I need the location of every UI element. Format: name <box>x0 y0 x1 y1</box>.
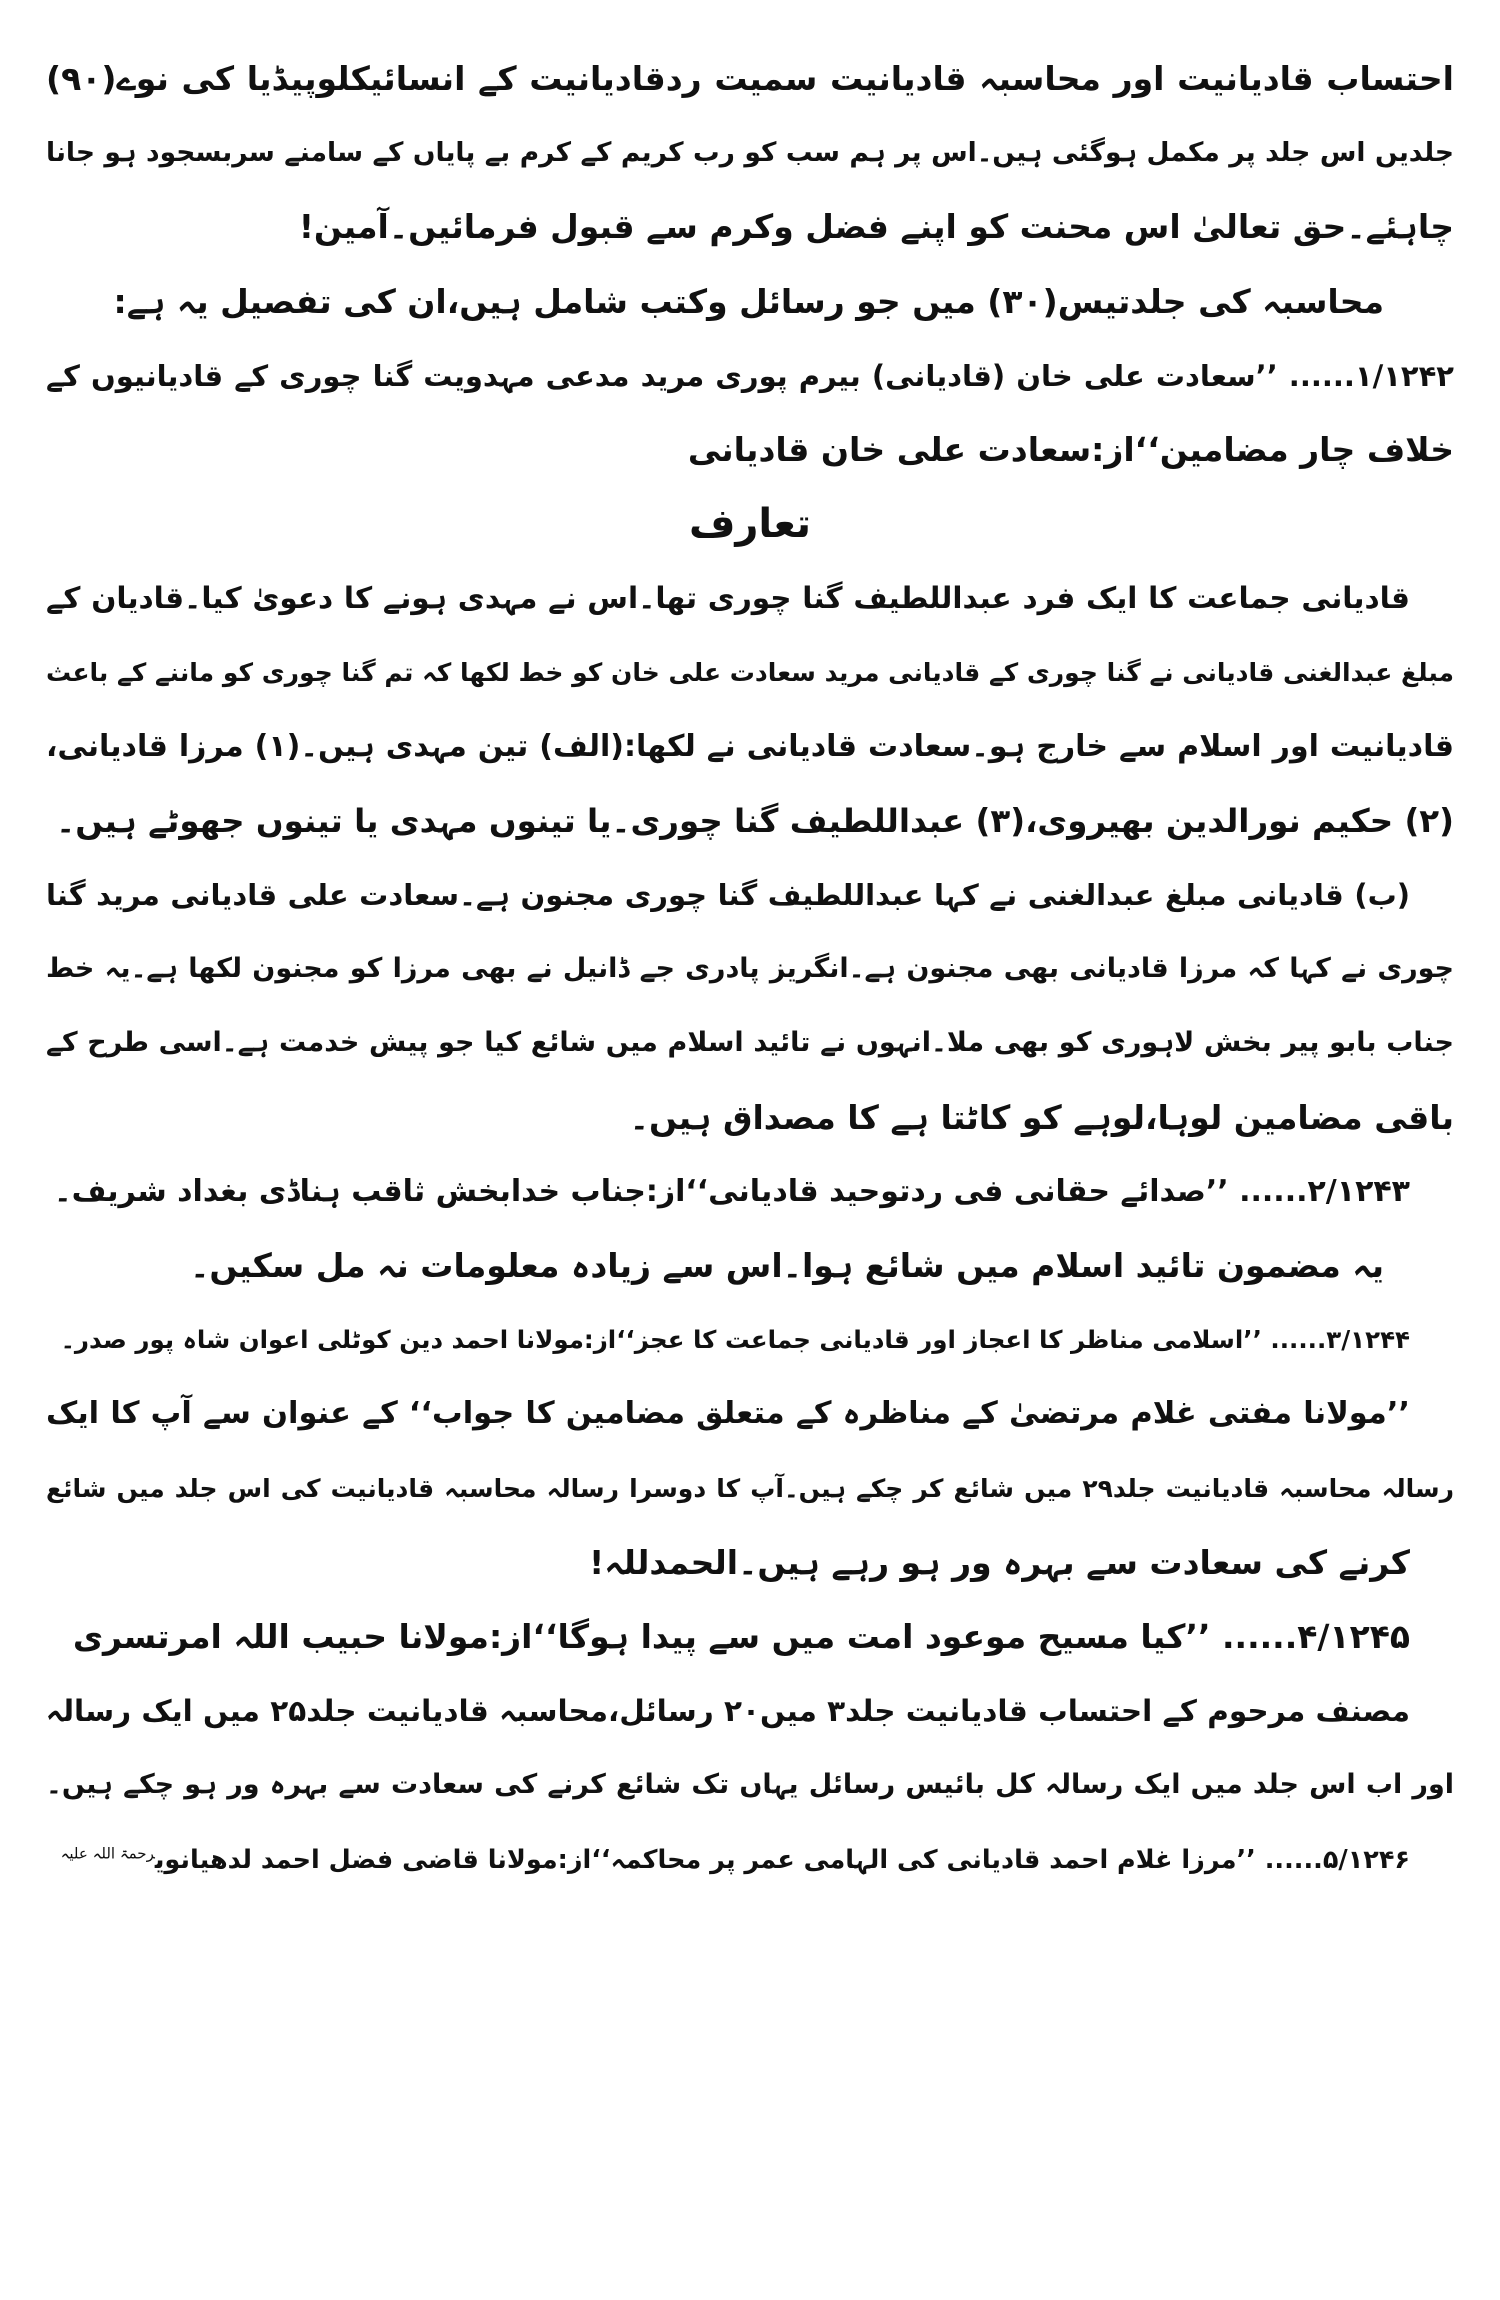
line-text: باقی مضامین لوہا،لوہے کو کاٹتا ہے کا مصداق ہیں۔ <box>629 1097 1454 1137</box>
line-text: ’’مولانا مفتی غلام مرتضیٰ کے مناظرہ کے متعلق مضامین کا جواب‘‘ کے عنوان سے آپ کا ایک <box>46 1396 1410 1432</box>
section-heading <box>46 487 1454 561</box>
text-line <box>46 413 1454 487</box>
honorific-mark: رحمۃ اللہ علیہ <box>60 1844 155 1862</box>
line-text: چوری نے کہا کہ مرزا قادیانی بھی مجنون ہے۔انگریز پادری جے ڈانیل نے بھی مرزا کو مجنون لکھا ہے۔یہ خط <box>46 953 1454 985</box>
text-line <box>46 116 1454 190</box>
text-line <box>46 561 1454 635</box>
line-text: یہ مضمون تائید اسلام میں شائع ہوا۔اس سے زیادہ معلومات نہ مل سکیں۔ <box>190 1246 1384 1285</box>
text-line <box>46 42 1454 116</box>
line-text: (۲) حکیم نورالدین بھیروی،(۳) عبداللطیف گنا چوری۔یا تینوں مہدی یا تینوں جھوٹے ہیں۔ <box>56 801 1454 840</box>
line-text: احتساب قادیانیت اور محاسبہ قادیانیت سمیت ردقادیانیت کے انسائیکلوپیڈیا کی نوے(۹۰) <box>46 59 1454 98</box>
text-line <box>46 1155 1454 1229</box>
line-text: قادیانی جماعت کا ایک فرد عبداللطیف گنا چوری تھا۔اس نے مہدی ہونے کا دعویٰ کیا۔قادیان کے <box>46 581 1410 616</box>
text-line <box>46 1452 1454 1526</box>
line-text: جلدیں اس جلد پر مکمل ہوگئی ہیں۔اس پر ہم سب کو رب کریم کے کرم بے پایاں کے سامنے سربسجود ہو جانا <box>46 137 1454 169</box>
text-line <box>46 1229 1454 1303</box>
text-line <box>46 1748 1454 1822</box>
text-line <box>46 710 1454 784</box>
text-body <box>46 42 1454 1897</box>
text-line <box>46 1377 1454 1451</box>
line-text: چاہئے۔حق تعالیٰ اس محنت کو اپنے فضل وکرم سے قبول فرمائیں۔آمین! <box>298 207 1454 247</box>
text-line <box>46 1674 1454 1748</box>
line-text: رسالہ محاسبہ قادیانیت جلد۲۹ میں شائع کر چکے ہیں۔آپ کا دوسرا رسالہ محاسبہ قادیانیت کی اس جلد میں شائع <box>46 1473 1454 1503</box>
text-line <box>46 1081 1454 1155</box>
text-line <box>46 1006 1454 1080</box>
line-text: مصنف مرحوم کے احتساب قادیانیت جلد۳ میں۲۰ رسائل،محاسبہ قادیانیت جلد۲۵ میں ایک رسالہ <box>45 1694 1410 1729</box>
line-text: اور اب اس جلد میں ایک رسالہ کل بائیس رسائل یہاں تک شائع کرنے کی سعادت سے بہرہ ور ہو چکے ہیں۔ <box>46 1769 1454 1801</box>
line-text: (ب) قادیانی مبلغ عبدالغنی نے کہا عبداللطیف گنا چوری مجنون ہے۔سعادت علی قادیانی مرید گنا <box>46 878 1410 913</box>
line-text: خلاف چار مضامین‘‘از:سعادت علی خان قادیانی <box>687 429 1454 469</box>
line-text: مبلغ عبدالغنی قادیانی نے گنا چوری کے قادیانی مرید سعادت علی خان کو خط لکھا کہ تم گنا چوری کو ماننے کے باعث <box>46 657 1454 687</box>
text-line <box>46 1303 1454 1377</box>
text-line <box>46 1823 1454 1897</box>
line-text: محاسبہ کی جلدتیس(۳۰) میں جو رسائل وکتب شامل ہیں،ان کی تفصیل یہ ہے: <box>113 281 1384 321</box>
line-text: ۳/۱۲۴۴...... ’’اسلامی مناظر کا اعجاز اور قادیانی جماعت کا عجز‘‘از:مولانا احمد دین کوٹلی اعوان شاہ پور صدر۔ <box>60 1325 1410 1355</box>
line-text: ۱/۱۲۴۲...... ’’سعادت علی خان (قادیانی) بیرم پوری مرید مدعی مہدویت گنا چوری کے قادیانیوں کے <box>46 358 1454 393</box>
text-line <box>46 1600 1454 1674</box>
text-line <box>46 190 1454 264</box>
line-text: ۵/۱۲۴۶...... ’’مرزا غلام احمد قادیانی کی الہامی عمر پر محاکمہ‘‘از:مولانا قاضی فضل احمد لدھیانوی <box>154 1844 1410 1875</box>
text-line <box>46 265 1454 339</box>
text-line <box>46 932 1454 1006</box>
line-text: ۴/۱۲۴۵...... ’’کیا مسیح موعود امت میں سے پیدا ہوگا‘‘از:مولانا حبیب اللہ امرتسری <box>72 1616 1410 1656</box>
text-line <box>46 1526 1454 1600</box>
text-line <box>46 636 1454 710</box>
text-line <box>46 858 1454 932</box>
line-text: جناب بابو پیر بخش لاہوری کو بھی ملا۔انہوں نے تائید اسلام میں شائع کیا جو پیش خدمت ہے۔اسی طرح کے <box>46 1027 1454 1059</box>
line-text: تعارف <box>688 501 812 548</box>
line-text: کرنے کی سعادت سے بہرہ ور ہو رہے ہیں۔الحمدللہ! <box>589 1542 1410 1582</box>
line-text: ۲/۱۲۴۳...... ’’صدائے حقانی فی ردتوحید قادیانی‘‘از:جناب خدابخش ثاقب ہناڈی بغداد شریف۔ <box>53 1173 1410 1209</box>
line-text: قادیانیت اور اسلام سے خارج ہو۔سعادت قادیانی نے لکھا:(الف) تین مہدی ہیں۔(۱) مرزا قادیانی، <box>46 728 1454 764</box>
text-line <box>46 784 1454 858</box>
text-line <box>46 339 1454 413</box>
